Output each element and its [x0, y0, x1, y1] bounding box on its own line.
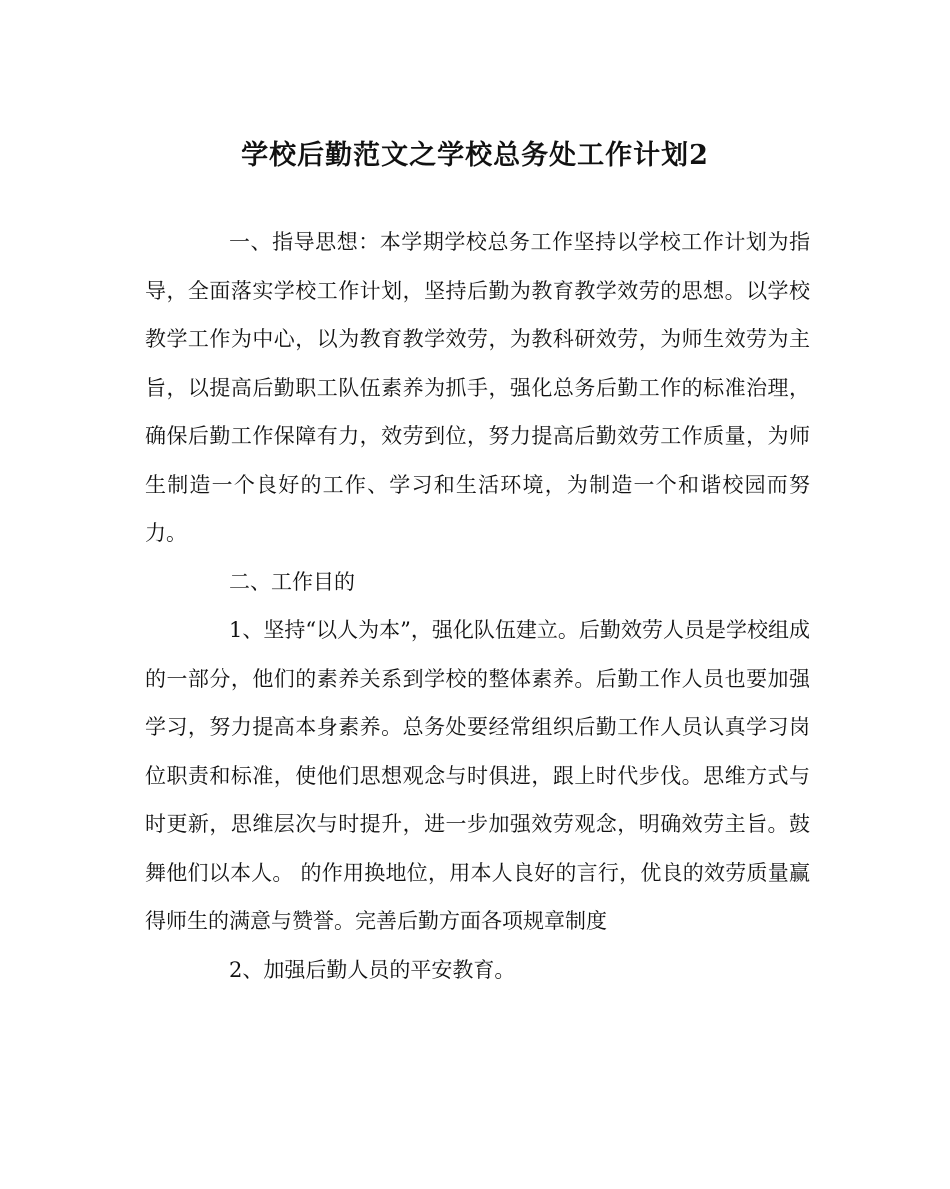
paragraph-guiding-ideology: 一、指导思想：本学期学校总务工作坚持以学校工作计划为指导，全面落实学校工作计划，坚持后勤为教育教学效劳的思想。以学校教学工作为中心，以为教育教学效劳，为教科研效劳，为师生效劳为主旨，以提高后勤职工队伍素养为抓手，强化总务后勤工作的标准治理，确保后勤工作保障有力，效劳到位，努力提高后勤效劳工作质量，为师生制造一个良好的工作、学习和生活环境，为制造一个和谐校园而努力。 — [145, 230, 810, 545]
paragraph-safety-education: 2、加强后勤人员的平安教育。 — [229, 957, 516, 982]
document-title: 学校后勤范文之学校总务处工作计划2 — [241, 140, 709, 171]
document-body — [145, 218, 810, 994]
paragraph-work-goals-heading: 二、工作目的 — [229, 569, 355, 594]
paragraph-team-building: 1、坚持“以人为本”，强化队伍建立。后勤效劳人员是学校组成的一部分，他们的素养关系到学校的整体素养。后勤工作人员也要加强学习，努力提高本身素养。总务处要经常组织后勤工作人员认真学习岗位职责和标准，使他们思想观念与时俱进，跟上时代步伐。思维方式与时更新，思维层次与时提升，进一步加强效劳观念，明确效劳主旨。鼓舞他们以本人。 的作用换地位，用本人良好的言行，优良的效劳质量赢得师生的满意与赞誉。完善后勤方面各项规章制度 — [145, 618, 810, 933]
